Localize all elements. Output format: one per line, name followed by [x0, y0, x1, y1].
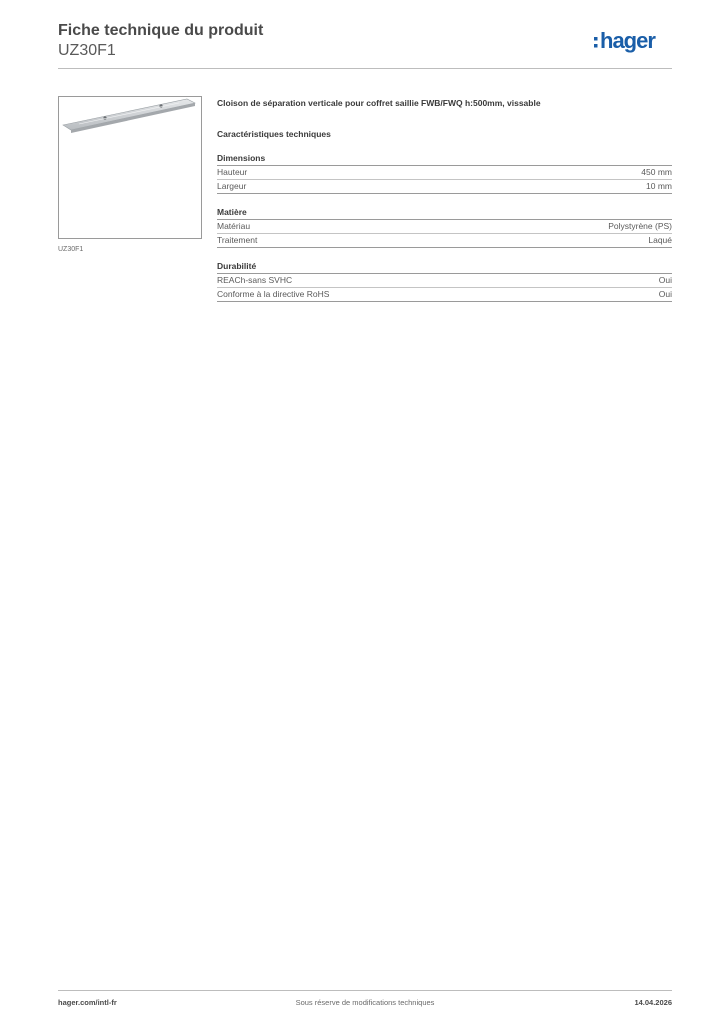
spec-row — [217, 220, 672, 234]
product-code: UZ30F1 — [58, 42, 116, 59]
spec-row — [217, 234, 672, 248]
spec-value: 450 mm — [641, 167, 672, 177]
spec-label: REACh-sans SVHC — [217, 275, 293, 285]
product-image — [58, 96, 202, 239]
image-caption: UZ30F1 — [58, 246, 84, 253]
hager-logo — [592, 28, 672, 54]
footer-divider — [58, 990, 672, 991]
section-title: Matière — [217, 207, 672, 220]
section-title: Dimensions — [217, 153, 672, 166]
spec-label: Hauteur — [217, 167, 248, 177]
spec-label: Traitement — [217, 235, 258, 245]
spec-value: Oui — [658, 275, 672, 285]
header-divider — [58, 68, 672, 69]
spec-row — [217, 166, 672, 180]
spec-sections — [217, 153, 672, 302]
footer-website-link[interactable]: hager.com/intl-fr — [58, 998, 117, 1007]
spec-row — [217, 180, 672, 194]
product-description: Cloison de séparation verticale pour coffret saillie FWB/FWQ h:500mm, vissable — [217, 98, 541, 108]
logo-wordmark: hager — [600, 28, 655, 53]
page-footer — [58, 998, 672, 1010]
spec-value: 10 mm — [646, 181, 672, 191]
page-header — [58, 22, 672, 70]
spec-value: Oui — [658, 289, 672, 299]
footer-disclaimer: Sous réserve de modifications techniques — [295, 998, 435, 1007]
spec-section-material — [217, 207, 672, 248]
spec-value: Laqué — [648, 235, 672, 245]
spec-section-dimensions — [217, 153, 672, 194]
footer-date: 14.04.2026 — [634, 998, 672, 1007]
specs-heading: Caractéristiques techniques — [217, 129, 331, 139]
spec-section-durability — [217, 261, 672, 302]
spec-label: Largeur — [217, 181, 247, 191]
product-details — [217, 98, 672, 302]
spec-label: Matériau — [217, 221, 251, 231]
partition-illustration — [59, 97, 201, 238]
spec-row — [217, 274, 672, 288]
spec-value: Polystyrène (PS) — [608, 221, 672, 231]
document-title: Fiche technique du produit — [58, 22, 264, 39]
section-title: Durabilité — [217, 261, 672, 274]
spec-label: Conforme à la directive RoHS — [217, 289, 330, 299]
spec-row — [217, 288, 672, 302]
